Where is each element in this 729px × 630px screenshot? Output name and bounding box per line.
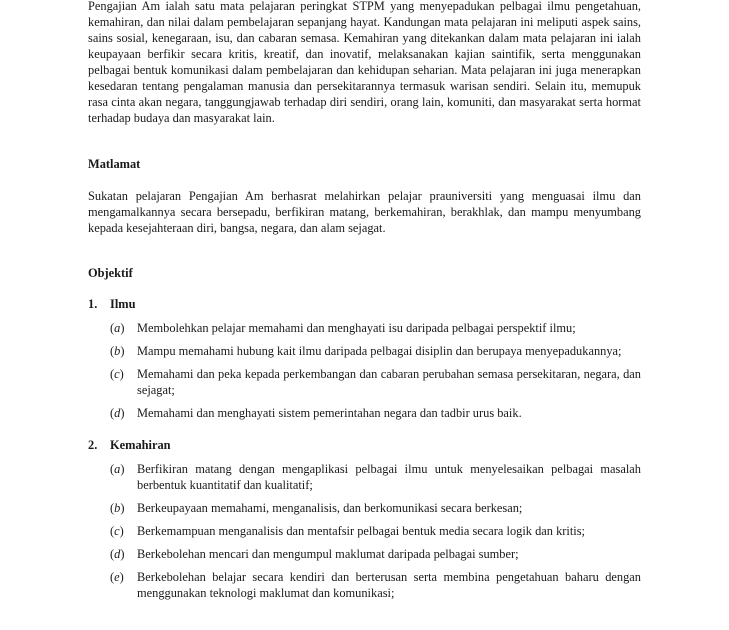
objektif-heading: Objektif [88, 266, 133, 280]
item-letter: (a) [110, 321, 125, 335]
list-item [88, 461, 641, 493]
document-page [88, 0, 641, 608]
section-ilmu-list [88, 320, 641, 421]
item-text: Berkeupayaan memahami, menganalisis, dan berkomunikasi secara berkesan; [137, 501, 523, 515]
item-text: Berkemampuan menganalisis dan mentafsir pelbagai bentuk media secara logik dan kritis; [137, 524, 585, 538]
section-ilmu-heading [88, 296, 641, 312]
section-kemahiran-heading [88, 437, 641, 453]
list-item [88, 500, 641, 516]
matlamat-heading: Matlamat [88, 157, 141, 171]
item-letter: (e) [110, 570, 124, 584]
section-number: 1. [88, 297, 98, 311]
item-letter: (c) [110, 524, 124, 538]
item-letter: (d) [110, 406, 125, 420]
matlamat-paragraph: Sukatan pelajaran Pengajian Am berhasrat melahirkan pelajar prauniversiti yang menguasai ilmu dan mengamalkannya secara bersepadu, berfikiran matang, berkemahiran, berakhlak, dan mampu menyumbang kepada kesejahteraan diri, bangsa, negara, dan alam sejagat. [88, 189, 641, 235]
item-text: Membolehkan pelajar memahami dan menghayati isu daripada pelbagai perspektif ilmu; [137, 321, 576, 335]
item-letter: (d) [110, 547, 125, 561]
item-text: Berfikiran matang dengan mengaplikasi pelbagai ilmu untuk menyelesaikan pelbagai masalah berbentuk kuantitatif dan kualitatif; [137, 462, 641, 492]
intro-paragraph: Pengajian Am ialah satu mata pelajaran peringkat STPM yang menyepadukan pelbagai ilmu pengetahuan, kemahiran, dan nilai dalam pembelajaran sepanjang hayat. Kandungan mata pelajaran ini meliputi aspek sains, sains sosial, kenegaraan, isu, dan cabaran semasa. Kemahiran yang ditekankan dalam mata pelajaran ini ialah keupayaan berfikir secara kritis, kreatif, dan inovatif, melaksanakan kajian saintifik, serta menggunakan pelbagai bentuk komunikasi dalam pembelajaran dan kehidupan seharian. Mata pelajaran ini juga menerapkan kesedaran tentang pengalaman manusia dan persekitarannya termasuk warisan sendiri. Selain itu, memupuk rasa cinta akan negara, tanggungjawab terhadap diri sendiri, orang lain, komuniti, dan masyarakat serta hormat terhadap budaya dan masyarakat lain. [88, 0, 641, 125]
section-title: Ilmu [110, 297, 136, 311]
item-text: Berkebolehan belajar secara kendiri dan berterusan serta membina pengetahuan baharu dengan menggunakan teknologi maklumat dan komunikasi; [137, 570, 641, 600]
list-item [88, 366, 641, 398]
list-item [88, 569, 641, 601]
section-number: 2. [88, 438, 98, 452]
list-item [88, 405, 641, 421]
item-letter: (b) [110, 344, 125, 358]
list-item [88, 523, 641, 539]
item-letter: (a) [110, 462, 125, 476]
item-text: Mampu memahami hubung kait ilmu daripada pelbagai disiplin dan berupaya menyepadukannya; [137, 344, 622, 358]
item-text: Memahami dan peka kepada perkembangan dan cabaran perubahan semasa persekitaran, negara, dan sejagat; [137, 367, 641, 397]
section-title: Kemahiran [110, 438, 171, 452]
item-letter: (c) [110, 367, 124, 381]
section-kemahiran-list [88, 461, 641, 601]
list-item [88, 343, 641, 359]
list-item [88, 320, 641, 336]
list-item [88, 546, 641, 562]
item-text: Berkebolehan mencari dan mengumpul maklumat daripada pelbagai sumber; [137, 547, 519, 561]
item-text: Memahami dan menghayati sistem pemerintahan negara dan tadbir urus baik. [137, 406, 522, 420]
item-letter: (b) [110, 501, 125, 515]
